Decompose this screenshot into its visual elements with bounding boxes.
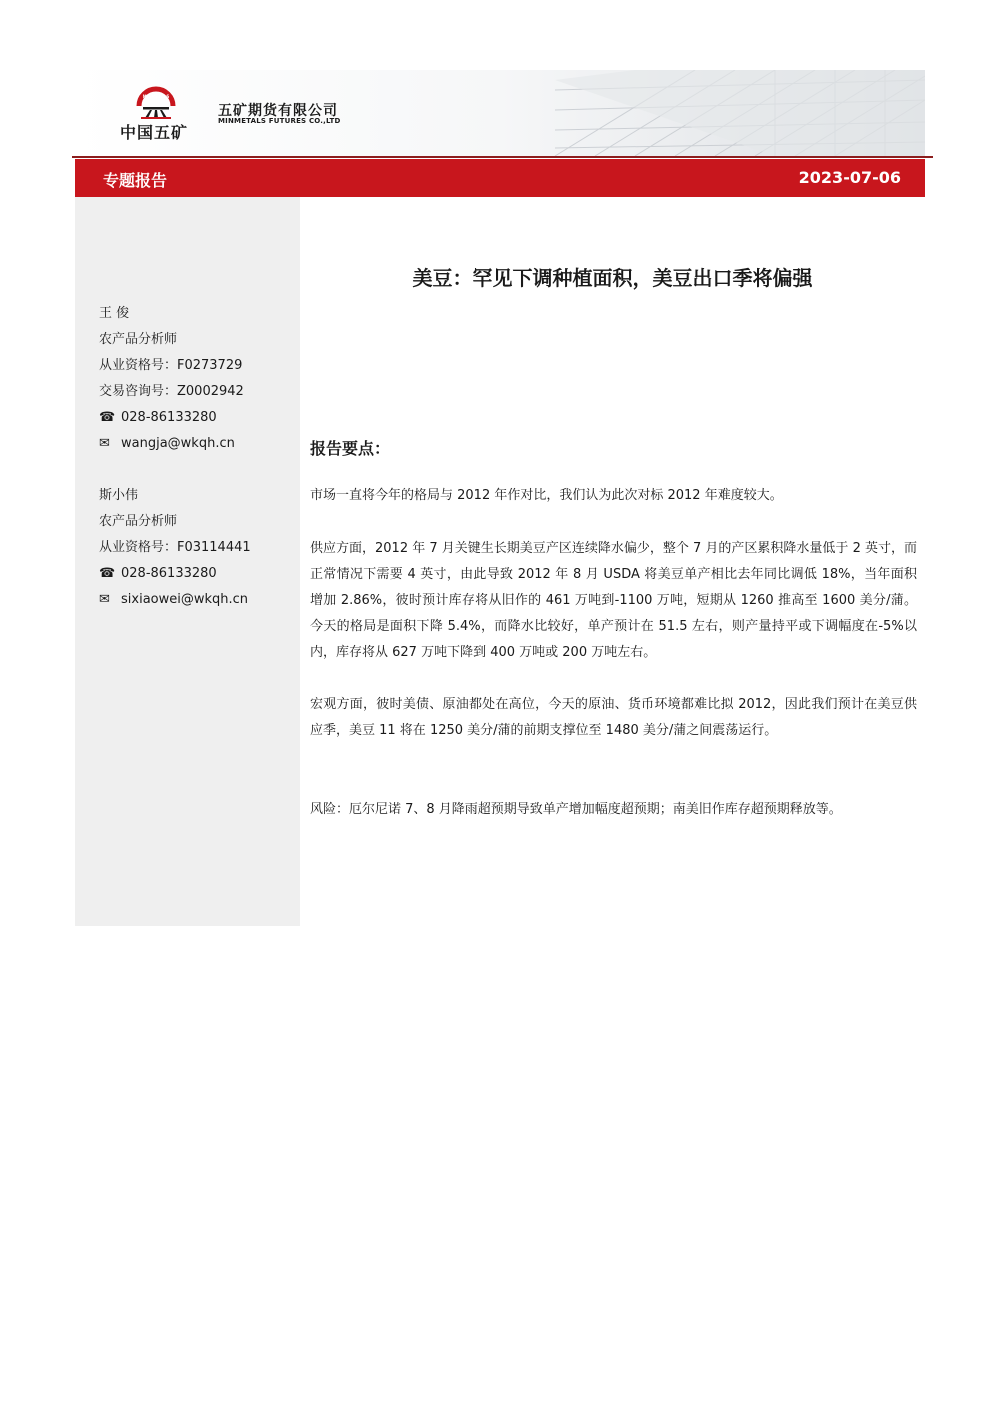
- emblem-lettering: MINMETALS: [142, 94, 170, 99]
- analyst-phone-line: [99, 561, 251, 587]
- report-date: 2023-07-06: [798, 168, 901, 187]
- minmetals-emblem-icon: [135, 84, 177, 120]
- analyst-qualification: 从业资格号：F0273729: [99, 358, 243, 373]
- building-background-graphic: [75, 70, 925, 156]
- analyst-title: 农产品分析师: [99, 514, 178, 529]
- analyst-email-line: [99, 587, 251, 613]
- phone-icon: ☎: [99, 566, 116, 581]
- analyst-email-line: [99, 431, 244, 457]
- analyst-name: 斯小伟: [99, 488, 139, 503]
- analyst-card: [99, 483, 251, 613]
- report-type-banner: [75, 159, 925, 197]
- company-name-cn: 五矿期货有限公司: [218, 103, 338, 119]
- logo-text: 中国五矿: [120, 123, 189, 142]
- section-heading: 报告要点：: [310, 439, 391, 458]
- analyst-email[interactable]: wangja@wkqh.cn: [121, 436, 235, 451]
- analyst-phone: 028-86133280: [121, 410, 217, 425]
- analyst-email[interactable]: sixiaowei@wkqh.cn: [121, 592, 249, 607]
- phone-icon: ☎: [99, 410, 116, 425]
- analyst-consulting-number: 交易咨询号：Z0002942: [99, 384, 244, 399]
- analyst-sidebar: [75, 197, 300, 926]
- company-name-en: MINMETALS FUTURES CO.,LTD: [218, 117, 341, 125]
- analyst-qualification: 从业资格号：F03114441: [99, 540, 251, 555]
- report-header: [75, 70, 925, 156]
- analyst-card: [99, 301, 244, 457]
- envelope-icon: ✉: [99, 592, 110, 607]
- header-divider: [72, 156, 933, 158]
- report-title: 美豆：罕见下调种植面积，美豆出口季将偏强: [412, 266, 813, 290]
- analyst-title: 农产品分析师: [99, 332, 178, 347]
- summary-paragraph: 市场一直将今年的格局与 2012 年作对比，我们认为此次对标 2012 年难度较大。: [310, 488, 783, 503]
- report-type: 专题报告: [103, 171, 168, 190]
- envelope-icon: ✉: [99, 436, 110, 451]
- analyst-phone-line: [99, 405, 244, 431]
- supply-paragraph: 供应方面，2012 年 7 月关键生长期美豆产区连续降水偏少，整个 7 月的产区累积降水量低于 2 英寸，而正常情况下需要 4 英寸，由此导致 2012 年 8 月 USDA 将美豆单产相比去年同比调低 18%，当年面积增加 2.86%，彼时预计库存将从旧作的 461 万吨到-1100 万吨，短期从 1260 推高至 1600 美分/蒲。今天的格局是面积下降 5.4%，而降水比较好，单产预计在 51.5 左右，则产量持平或下调幅度在-5%以内，库存将从 627 万吨下降到 400 万吨或 200 万吨左右。: [310, 541, 917, 660]
- analyst-name: 王 俊: [99, 306, 130, 321]
- analyst-phone: 028-86133280: [121, 566, 217, 581]
- risk-paragraph: 风险：厄尔尼诺 7、8 月降雨超预期导致单产增加幅度超预期；南美旧作库存超预期释放等。: [310, 802, 842, 817]
- macro-paragraph: 宏观方面，彼时美债、原油都处在高位，今天的原油、货币环境都难比拟 2012，因此我们预计在美豆供应季，美豆 11 将在 1250 美分/蒲的前期支撑位至 1480 美分/蒲之间震荡运行。: [310, 697, 917, 738]
